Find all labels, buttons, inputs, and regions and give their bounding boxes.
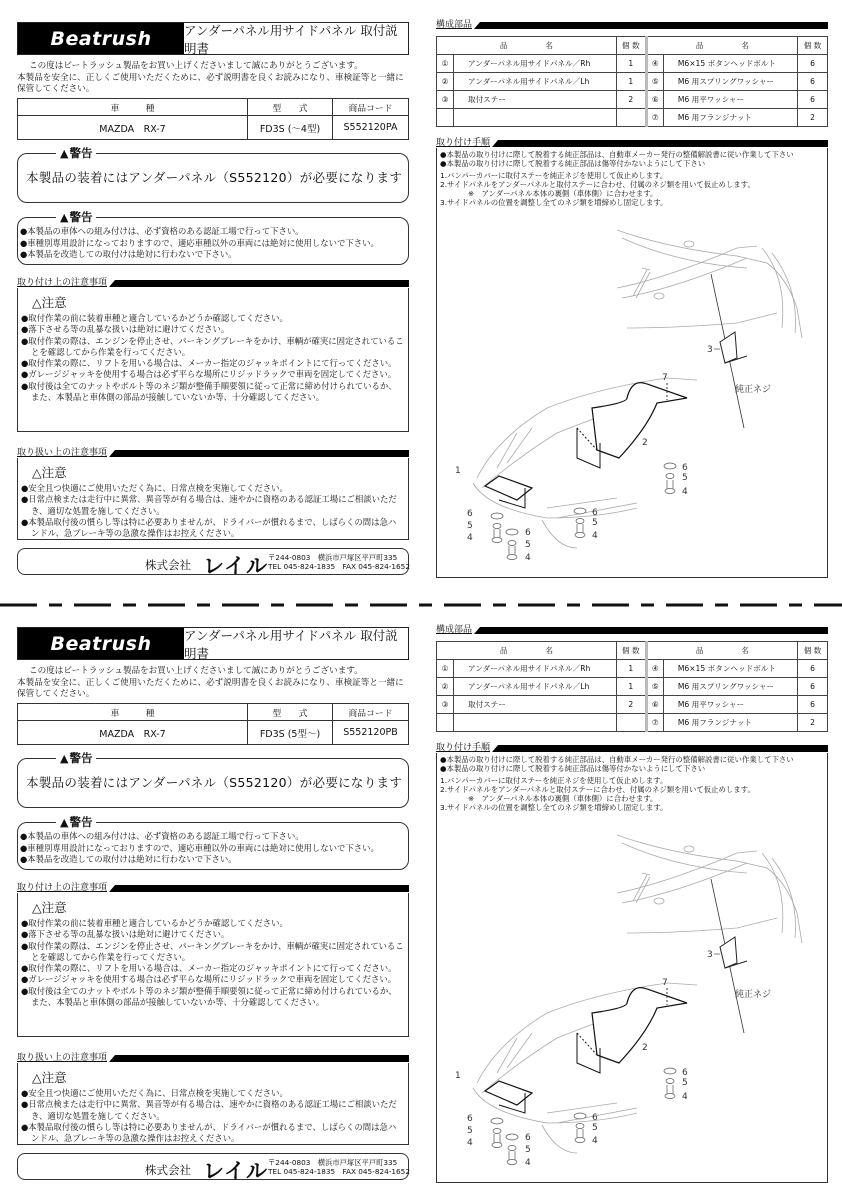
product-code: S552120PB [333,721,409,745]
header-code: 商品コード [333,99,409,116]
install-caution-box [17,893,409,1037]
vehicle-table [17,703,409,745]
procedure-steps: 1.バンパーカバーに取付ステーを純正ネジを使用して仮止めします。 2.サイドパネルをアンダーパネルと取付ステーに合わせ、付属のネジ類を用いて仮止めします。 ※ アンダーパネル本体の裏側（車体側）に合わせます。 3.サイドパネルの位置を調整し全てのネジ類を増締めし固定します。 [440,775,755,813]
model-value: FD3S (5型～) [248,721,333,745]
document-title: アンダーパネル用サイドパネル 取付説明書 [184,627,398,661]
svg-text:6: 6 [682,1068,688,1078]
caution-heading: △注意 [32,1070,67,1085]
warning-list: ●本製品の車体への組み付けは、必ず資格のある認証工場で行って下さい。 ●車種別専用設計になっておりますので、適応車種以外の車両には絶対に使用しないで下さい。 ●本製品を改造しての取付けは絶対に行わないで下さい。 [20,226,379,259]
procedure-steps: 1.バンパーカバーに取付ステーを純正ネジを使用して仮止めします。 2.サイドパネルをアンダーパネルと取付ステーに合わせ、付属のネジ類を用いて仮止めします。 ※ アンダーパネル本体の裏側（車体側）に合わせます。 3.サイドパネルの位置を調整し全てのネジ類を増締めし固定します。 [440,170,755,208]
warning-triangle-icon: ▲ [60,210,69,224]
svg-text:3: 3 [707,345,713,355]
handling-caution-box [17,458,409,540]
company-box [17,548,410,578]
svg-text:純正ネジ: 純正ネジ [735,385,772,395]
svg-text:4: 4 [592,1136,598,1146]
handling-caution-heading: 取り扱い上の注意事項 [17,1049,409,1063]
svg-text:5: 5 [467,1126,473,1136]
parts-table: 品 名 個 数 品 名 個 数 ① アンダーパネル用サイドパネル／Rh 1 ④ M6×15 ボタンヘッドボルト 6 ② アンダーパネル用サイドパネル／Lh 1 ⑤ M6 用スプリングワッシャー 6 ③ 取付ステー 2 ⑥ M6 用平ワッシャー 6 ⑦ M6 用フランジナット 2 [436,36,828,127]
underpanel-outline [473,378,697,548]
side-panel-rh [577,988,687,1073]
intro-text: この度はビートラッシュ製品をお買い上げくださいまして誠にありがとうございます。 本製品を安全に、正しくご使用いただくために、必ず説明書を良くお読みになり、車検証等と一緒に保管してください。 [17,666,404,699]
handling-caution-box [17,1063,409,1145]
vehicle-table [17,98,409,140]
warning-box-required [17,146,409,203]
cut-line [0,593,842,599]
warning-box-general [17,210,409,265]
svg-text:3: 3 [707,950,713,960]
warning-label: 警告 [69,751,93,765]
parts-row: ⑦ M6 用フランジナット 2 [437,109,828,127]
install-caution-heading: 取り付け上の注意事項 [17,879,409,893]
parts-heading: 構成部品 [436,621,828,635]
intro-text: この度はビートラッシュ製品をお買い上げくださいまして誠にありがとうございます。 本製品を安全に、正しくご使用いただくために、必ず説明書を良くお読みになり、車検証等と一緒に保管してください。 [17,61,404,94]
warning-label: 警告 [69,146,93,160]
header-vehicle: 車 種 [18,99,248,116]
bumper-outline [617,835,802,943]
handling-caution-list: ●安全且つ快適にご使用いただく為に、日常点検を実施してください。 ●日常点検または走行中に異常、異音等が有る場合は、速やかに資格のある認証工場にご相談いただき、適切な処置を施してください。 ●本製品取付後の慣らし等は特に必要ありませんが、ドライバーが慣れるまで、しばらくの間は急ハンドル、急ブレーキ等の急激な操作はお控えください。 [21,1088,397,1144]
svg-text:5: 5 [525,540,531,550]
company-prefix: 株式会社 [145,1163,191,1177]
header-bar [17,22,409,55]
header-model: 型 式 [248,704,333,721]
caution-heading: △注意 [32,900,67,915]
brand-logo: Beatrush [18,23,184,54]
install-caution-heading: 取り付け上の注意事項 [17,274,409,288]
warning-triangle-icon: ▲ [60,815,69,829]
svg-text:5: 5 [682,1078,688,1088]
document-title: アンダーパネル用サイドパネル 取付説明書 [184,22,398,56]
svg-text:6: 6 [467,1114,473,1124]
side-panel-lh [485,1081,532,1113]
company-prefix: 株式会社 [145,558,191,572]
svg-text:5: 5 [467,521,473,531]
svg-text:5: 5 [592,1123,598,1133]
parts-heading: 構成部品 [436,16,828,30]
warning-label: 警告 [69,210,93,224]
instruction-sheet-pa [0,0,842,590]
svg-text:6: 6 [592,1113,598,1123]
svg-text:1: 1 [455,466,461,476]
procedure-notes: ●本製品の取り付けに際して脱着する純正部品は、自動車メーカー発行の整備解説書に従い作業して下さい ●本製品の取り付けに際して脱着する純正部品は傷等付かないようにして下さい [440,755,794,774]
warning-label: 警告 [69,815,93,829]
procedure-notes: ●本製品の取り付けに際して脱着する純正部品は、自動車メーカー発行の整備解説書に従い作業して下さい ●本製品の取り付けに際して脱着する純正部品は傷等付かないようにして下さい [440,150,794,169]
installation-diagram [437,823,827,1178]
warning-triangle-icon: ▲ [60,146,69,160]
svg-text:4: 4 [467,533,473,543]
vehicle-value: MAZDA RX-7 [18,116,248,140]
company-address: 〒244-0803 横浜市戸塚区平戸町335 TEL 045-824-1835 FAX 045-824-1652 [268,1158,410,1176]
warning-list: ●本製品の車体への組み付けは、必ず資格のある認証工場で行って下さい。 ●車種別専用設計になっておりますので、適応車種以外の車両には絶対に使用しないで下さい。 ●本製品を改造しての取付けは絶対に行わないで下さい。 [20,831,379,864]
svg-text:4: 4 [525,553,531,563]
svg-text:4: 4 [682,1092,688,1102]
warning-box-general [17,815,409,870]
warning-box-required [17,751,409,808]
header-model: 型 式 [248,99,333,116]
underpanel-outline [473,983,697,1153]
warning-main-text: 本製品の装着にはアンダーパネル（S552120）が必要になります [26,170,403,185]
svg-text:4: 4 [467,1138,473,1148]
bumper-outline [617,230,802,338]
procedure-heading: 取り付け手順 [436,134,828,148]
side-panel-rh [577,383,687,468]
procedure-box [436,148,828,578]
vehicle-value: MAZDA RX-7 [18,721,248,745]
model-value: FD3S (～4型) [248,116,333,140]
svg-text:5: 5 [682,473,688,483]
parts-row: ① アンダーパネル用サイドパネル／Rh 1 ④ M6×15 ボタンヘッドボルト 6 [437,660,828,678]
fastener-stack [491,1068,676,1165]
installation-diagram [437,218,827,573]
svg-text:7: 7 [662,373,668,383]
caution-heading: △注意 [32,295,67,310]
install-caution-box [17,288,409,432]
side-panel-lh [485,476,532,508]
svg-text:純正ネジ: 純正ネジ [735,990,772,1000]
parts-row: ③ 取付ステー 2 ⑥ M6 用平ワッシャー 6 [437,696,828,714]
warning-triangle-icon: ▲ [60,751,69,765]
svg-text:6: 6 [525,528,531,538]
procedure-heading: 取り付け手順 [436,739,828,753]
caution-heading: △注意 [32,465,67,480]
svg-text:6: 6 [592,508,598,518]
svg-text:4: 4 [592,531,598,541]
fastener-stack [491,463,676,560]
install-caution-list: ●取付作業の前に装着車種と適合しているかどうか確認してください。 ●落下させる等の乱暴な扱いは絶対に避けてください。 ●取付作業の際は、エンジンを停止させ、パーキングブレーキをかけ、車輌が確実に固定されていることを確認してから作業を行ってください。 ●取付作業の際に、リフトを用いる場合は、メーカー指定のジャッキポイントにて行ってください。 ●ガレージジャッキを使用する場合は必ず平らな場所にリジッドラックで車両を固定してください。 ●取付後は全てのナットやボルト等のネジ類が整備手順要領に従って正常に締め付けられているか、また、本製品と車体側の部品が接触していないか等、十分確認してください。 [21,313,404,403]
svg-text:4: 4 [525,1158,531,1168]
svg-text:5: 5 [592,518,598,528]
product-code: S552120PA [333,116,409,140]
header-code: 商品コード [333,704,409,721]
svg-text:7: 7 [662,978,668,988]
company-name: レイル [203,554,268,578]
brand-logo: Beatrush [18,628,184,659]
header-vehicle: 車 種 [18,704,248,721]
parts-row: ② アンダーパネル用サイドパネル／Lh 1 ⑤ M6 用スプリングワッシャー 6 [437,678,828,696]
svg-text:6: 6 [682,463,688,473]
company-address: 〒244-0803 横浜市戸塚区平戸町335 TEL 045-824-1835 FAX 045-824-1652 [268,553,410,571]
parts-row: ③ 取付ステー 2 ⑥ M6 用平ワッシャー 6 [437,91,828,109]
svg-text:4: 4 [682,487,688,497]
svg-text:6: 6 [525,1133,531,1143]
parts-row: ② アンダーパネル用サイドパネル／Lh 1 ⑤ M6 用スプリングワッシャー 6 [437,73,828,91]
warning-main-text: 本製品の装着にはアンダーパネル（S552120）が必要になります [26,775,403,790]
company-name: レイル [203,1159,268,1183]
company-box [17,1153,410,1183]
install-caution-list: ●取付作業の前に装着車種と適合しているかどうか確認してください。 ●落下させる等の乱暴な扱いは絶対に避けてください。 ●取付作業の際は、エンジンを停止させ、パーキングブレーキをかけ、車輌が確実に固定されていることを確認してから作業を行ってください。 ●取付作業の際に、リフトを用いる場合は、メーカー指定のジャッキポイントにて行ってください。 ●ガレージジャッキを使用する場合は必ず平らな場所にリジッドラックで車両を固定してください。 ●取付後は全てのナットやボルト等のネジ類が整備手順要領に従って正常に締め付けられているか、また、本製品と車体側の部品が接触していないか等、十分確認してください。 [21,918,404,1008]
svg-text:2: 2 [642,438,648,448]
svg-text:6: 6 [467,509,473,519]
parts-row: ⑦ M6 用フランジナット 2 [437,714,828,732]
procedure-box [436,753,828,1183]
handling-caution-list: ●安全且つ快適にご使用いただく為に、日常点検を実施してください。 ●日常点検または走行中に異常、異音等が有る場合は、速やかに資格のある認証工場にご相談いただき、適切な処置を施してください。 ●本製品取付後の慣らし等は特に必要ありませんが、ドライバーが慣れるまで、しばらくの間は急ハンドル、急ブレーキ等の急激な操作はお控えください。 [21,483,397,539]
svg-text:2: 2 [642,1043,648,1053]
parts-row: ① アンダーパネル用サイドパネル／Rh 1 ④ M6×15 ボタンヘッドボルト 6 [437,55,828,73]
instruction-sheet-pb [0,605,842,1191]
parts-table: 品 名 個 数 品 名 個 数 ① アンダーパネル用サイドパネル／Rh 1 ④ M6×15 ボタンヘッドボルト 6 ② アンダーパネル用サイドパネル／Lh 1 ⑤ M6 用スプリングワッシャー 6 ③ 取付ステー 2 ⑥ M6 用平ワッシャー 6 ⑦ M6 用フランジナット 2 [436,641,828,732]
header-bar [17,627,409,660]
svg-text:5: 5 [525,1145,531,1155]
handling-caution-heading: 取り扱い上の注意事項 [17,444,409,458]
svg-text:1: 1 [455,1071,461,1081]
